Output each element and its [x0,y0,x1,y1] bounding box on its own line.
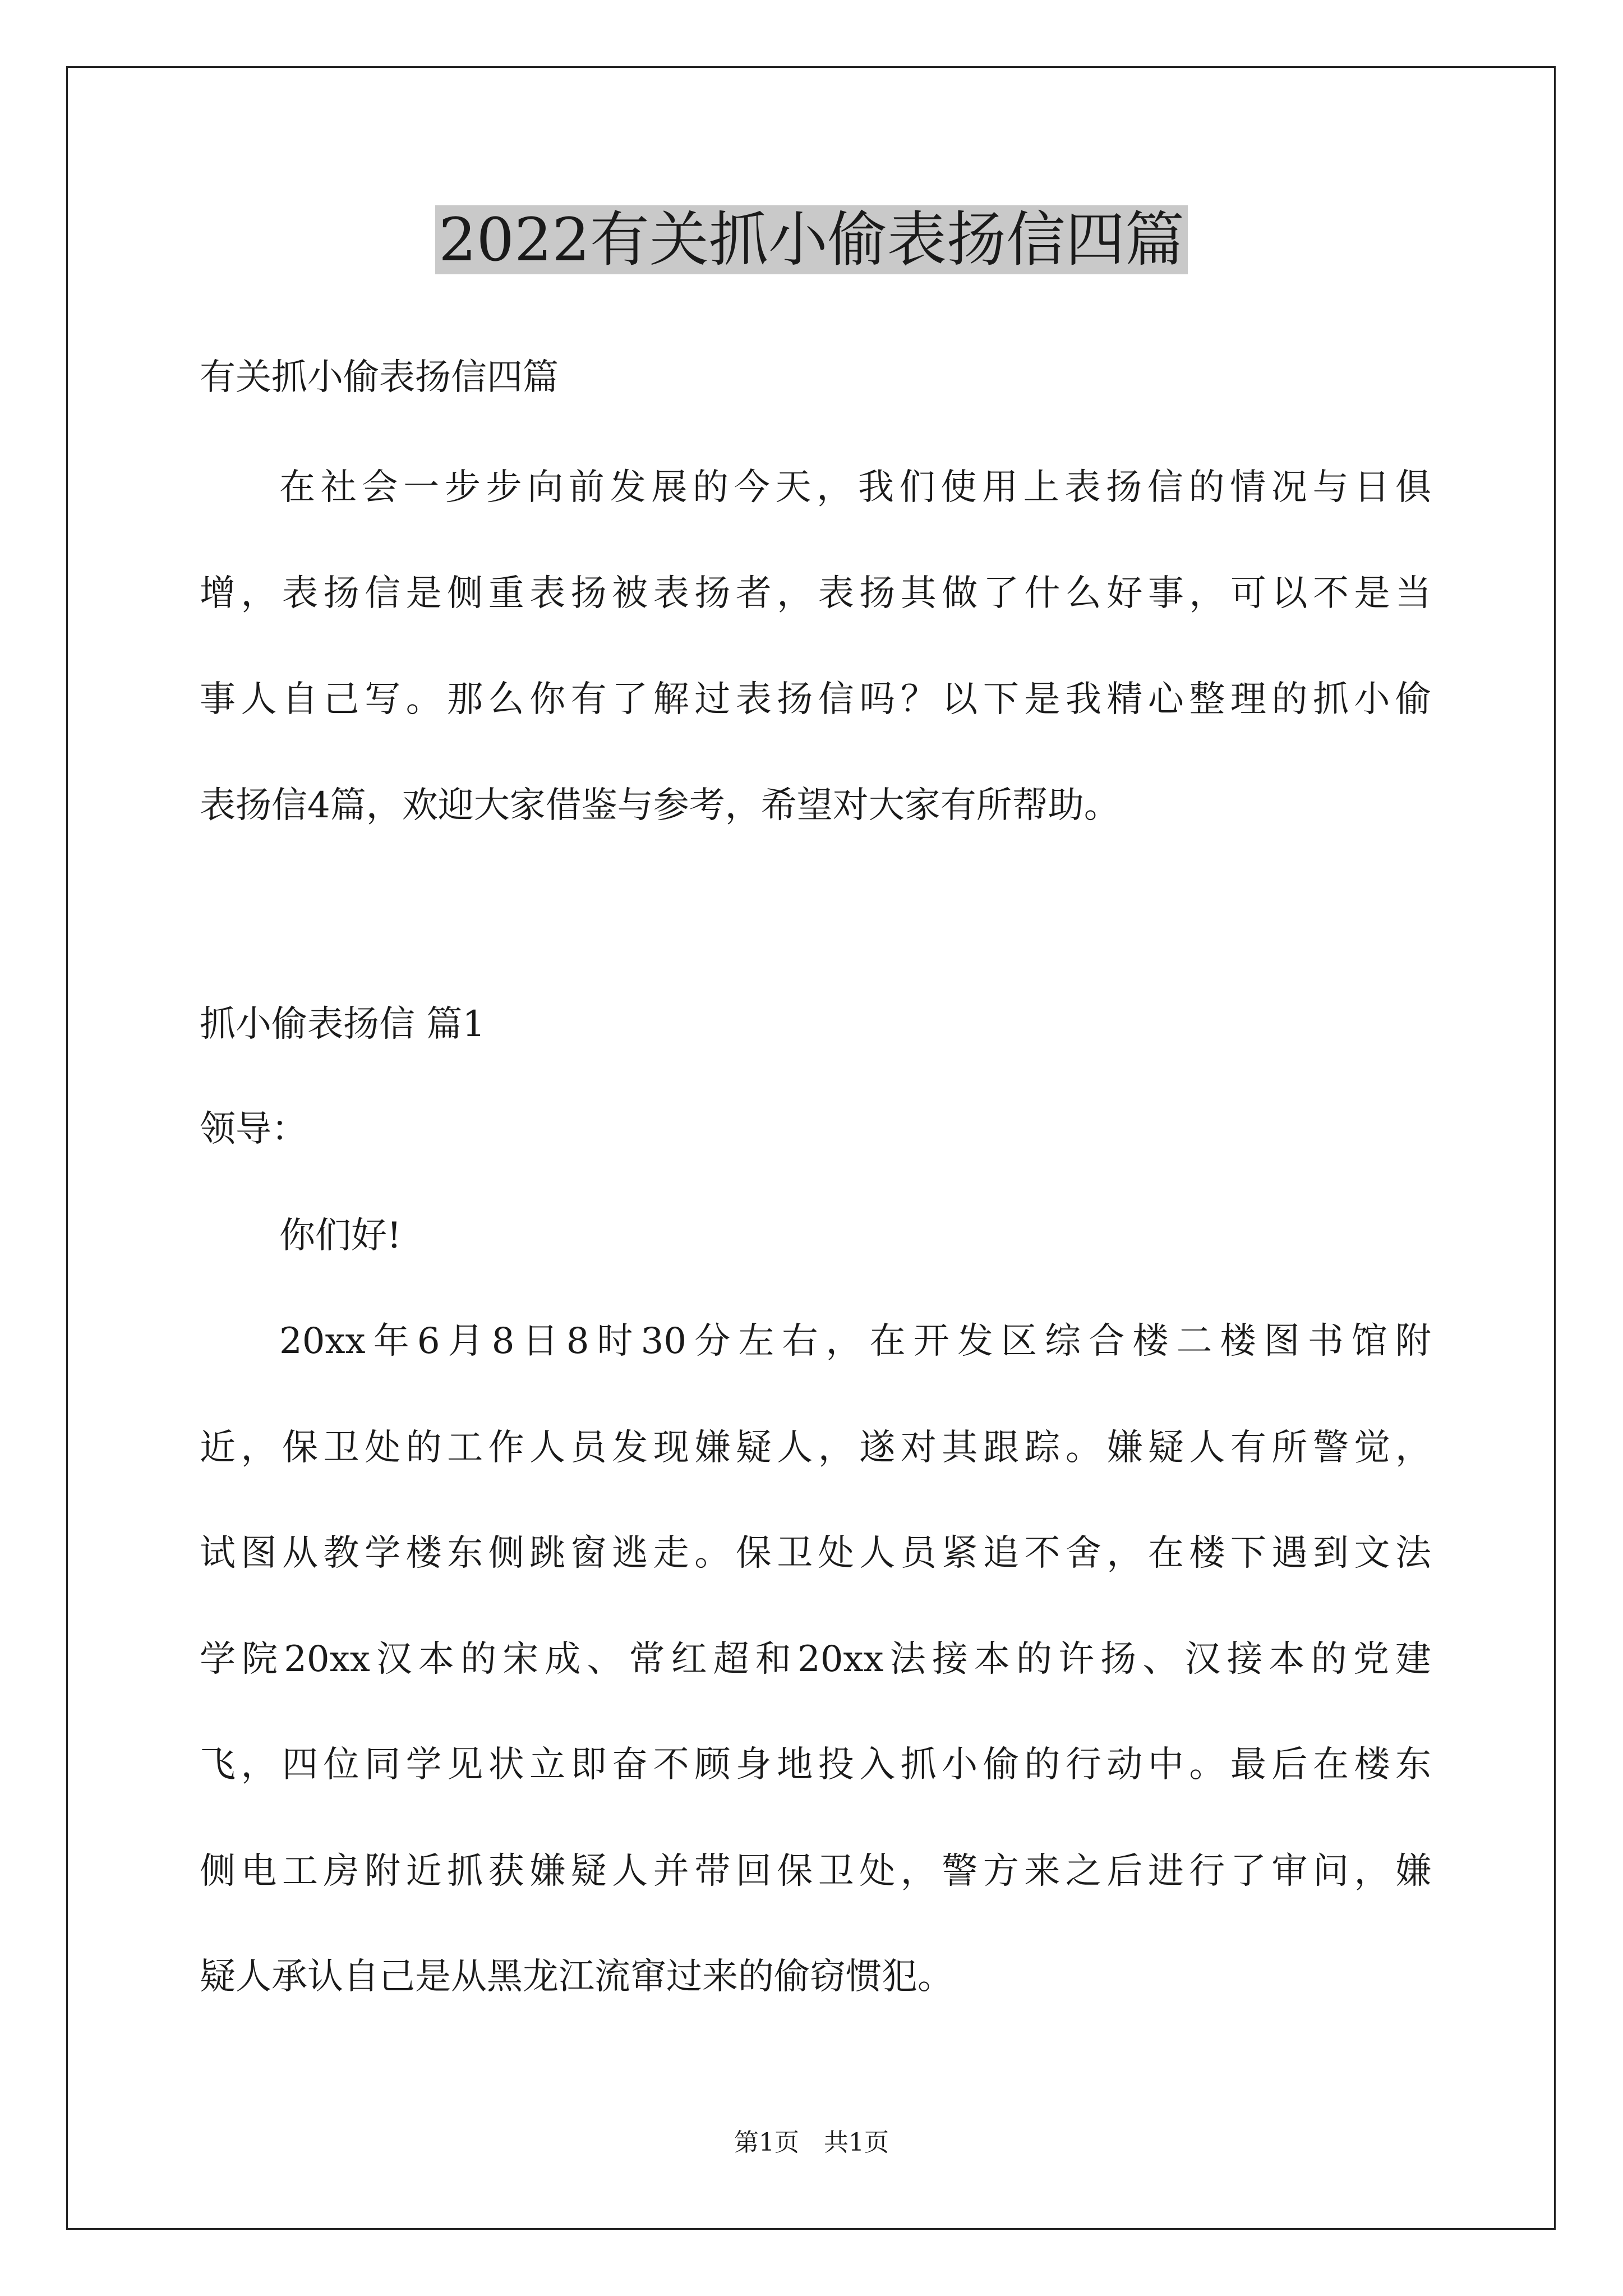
subtitle: 有关抓小偷表扬信四篇 [200,357,559,398]
document-title: 2022有关抓小偷表扬信四篇 [0,201,1623,279]
body-line: 试图从教学楼东侧跳窗逃走。保卫处人员紧追不舍，在楼下遇到文法 [200,1533,1431,1574]
body-line: 侧电工房附近抓获嫌疑人并带回保卫处，警方来之后进行了审问，嫌 [200,1851,1431,1892]
intro-line: 表扬信4篇，欢迎大家借鉴与参考，希望对大家有所帮助。 [200,785,1120,826]
body-line: 飞，四位同学见状立即奋不顾身地投入抓小偷的行动中。最后在楼东 [200,1744,1431,1786]
salutation: 领导： [200,1108,307,1150]
section-heading: 抓小偷表扬信 篇1 [200,1004,486,1045]
intro-line: 事人自己写。那么你有了解过表扬信吗？以下是我精心整理的抓小偷 [200,679,1431,720]
body-line: 20xx年6月8日8时30分左右，在开发区综合楼二楼图书馆附 [279,1320,1431,1362]
body-line: 疑人承认自己是从黑龙江流窜过来的偷窃惯犯。 [200,1956,953,1998]
body-line: 学院20xx汉本的宋成、常红超和20xx法接本的许扬、汉接本的党建 [200,1639,1431,1680]
intro-line: 在社会一步步向前发展的今天，我们使用上表扬信的情况与日俱 [279,467,1431,508]
greeting: 你们好! [279,1215,402,1257]
page-footer: 第1页 共1页 [734,2128,889,2157]
intro-line: 增，表扬信是侧重表扬被表扬者，表扬其做了什么好事，可以不是当 [200,573,1431,614]
body-line: 近，保卫处的工作人员发现嫌疑人，遂对其跟踪。嫌疑人有所警觉， [200,1427,1431,1469]
